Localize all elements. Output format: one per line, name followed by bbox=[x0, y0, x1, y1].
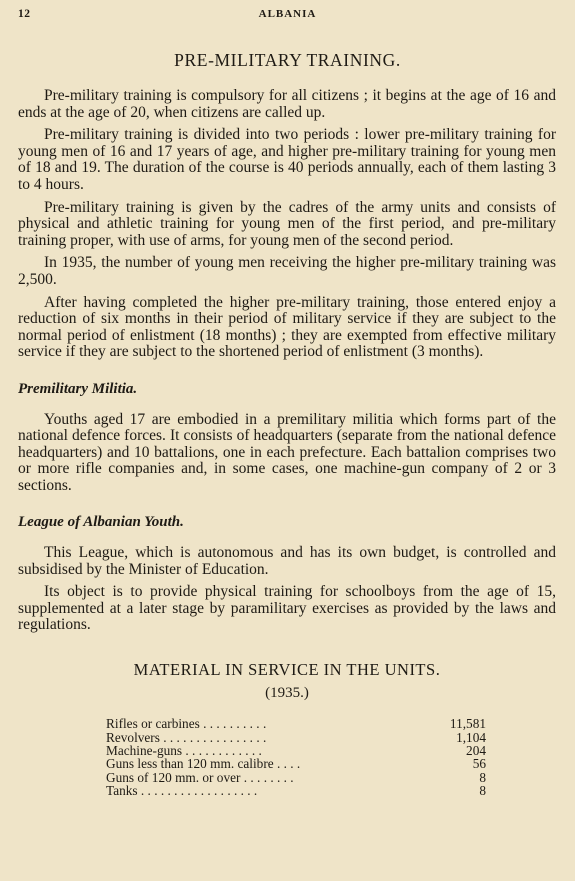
paragraph: In 1935, the number of young men receiving the higher pre-military training was 2,500. bbox=[18, 254, 556, 288]
paragraph: Pre-military training is compulsory for all citizens ; it begins at the age of 16 and ends at the age of 20, when citizens are called up. bbox=[18, 87, 556, 121]
material-table-year: (1935.) bbox=[265, 684, 309, 701]
table-row bbox=[106, 757, 486, 770]
page-number: 12 bbox=[18, 8, 31, 20]
league-heading: League of Albanian Youth. bbox=[18, 514, 184, 531]
paragraph: Its object is to provide physical training for schoolboys from the age of 15, supplemented at a later stage by paramilitary exercises as provided by the laws and regulations. bbox=[18, 583, 556, 634]
paragraph: Youths aged 17 are embodied in a premilitary militia which forms part of the national defence forces. It consists of headquarters (separate from the national defence headquarters) and 10 battalions, one in each prefecture. Each battalion comprises two or more rifle companies and, in some cases, one machine-gun company of 2 or 3 sections. bbox=[18, 410, 556, 494]
row-label: Guns less than 120 mm. calibre . . . . bbox=[106, 756, 301, 772]
row-label: Tanks . . . . . . . . . . . . . . . . . . bbox=[106, 783, 258, 799]
paragraph: After having completed the higher pre-military training, those entered enjoy a reduction of six months in their period of military service if they are subject to the normal period of enlistment (18 months) ; they are exempted from effective military service if they are subject to the shortened period of enlistment (3 months). bbox=[18, 293, 556, 361]
row-label: Machine-guns . . . . . . . . . . . . bbox=[106, 743, 262, 759]
material-table bbox=[106, 717, 486, 797]
table-row bbox=[106, 731, 486, 744]
body-text bbox=[18, 88, 556, 798]
material-table-title: MATERIAL IN SERVICE IN THE UNITS. bbox=[133, 660, 441, 680]
row-value: 56 bbox=[472, 756, 486, 772]
paragraph: Pre-military training is given by the cadres of the army units and consists of physical and athletic training for young men of the first period, and pre-military training proper, with use of arms, for young men of the second period. bbox=[18, 198, 556, 249]
militia-heading: Premilitary Militia. bbox=[18, 380, 138, 397]
row-value: 8 bbox=[479, 783, 486, 799]
row-value: 1,104 bbox=[456, 729, 486, 745]
row-value: 11,581 bbox=[449, 716, 486, 732]
row-value: 8 bbox=[479, 769, 486, 785]
table-row bbox=[106, 784, 486, 797]
table-row bbox=[106, 744, 486, 757]
paragraph: This League, which is autonomous and has its own budget, is controlled and subsidised by the Minister of Education. bbox=[18, 544, 556, 578]
table-row bbox=[106, 771, 486, 784]
table-row bbox=[106, 717, 486, 730]
row-label: Rifles or carbines . . . . . . . . . . bbox=[106, 716, 267, 732]
section-title: PRE-MILITARY TRAINING. bbox=[174, 50, 401, 70]
paragraph: Pre-military training is divided into two periods : lower pre-military training for young men of 16 and 17 years of age, and higher pre-military training for young men of 18 and 19. The duration of the course is 40 periods annually, each of them lasting 3 to 4 hours. bbox=[18, 126, 556, 193]
row-label: Revolvers . . . . . . . . . . . . . . . . bbox=[106, 729, 267, 745]
row-value: 204 bbox=[466, 743, 486, 759]
running-title: ALBANIA bbox=[258, 8, 317, 20]
running-head bbox=[18, 6, 557, 24]
row-label: Guns of 120 mm. or over . . . . . . . . bbox=[106, 769, 294, 785]
